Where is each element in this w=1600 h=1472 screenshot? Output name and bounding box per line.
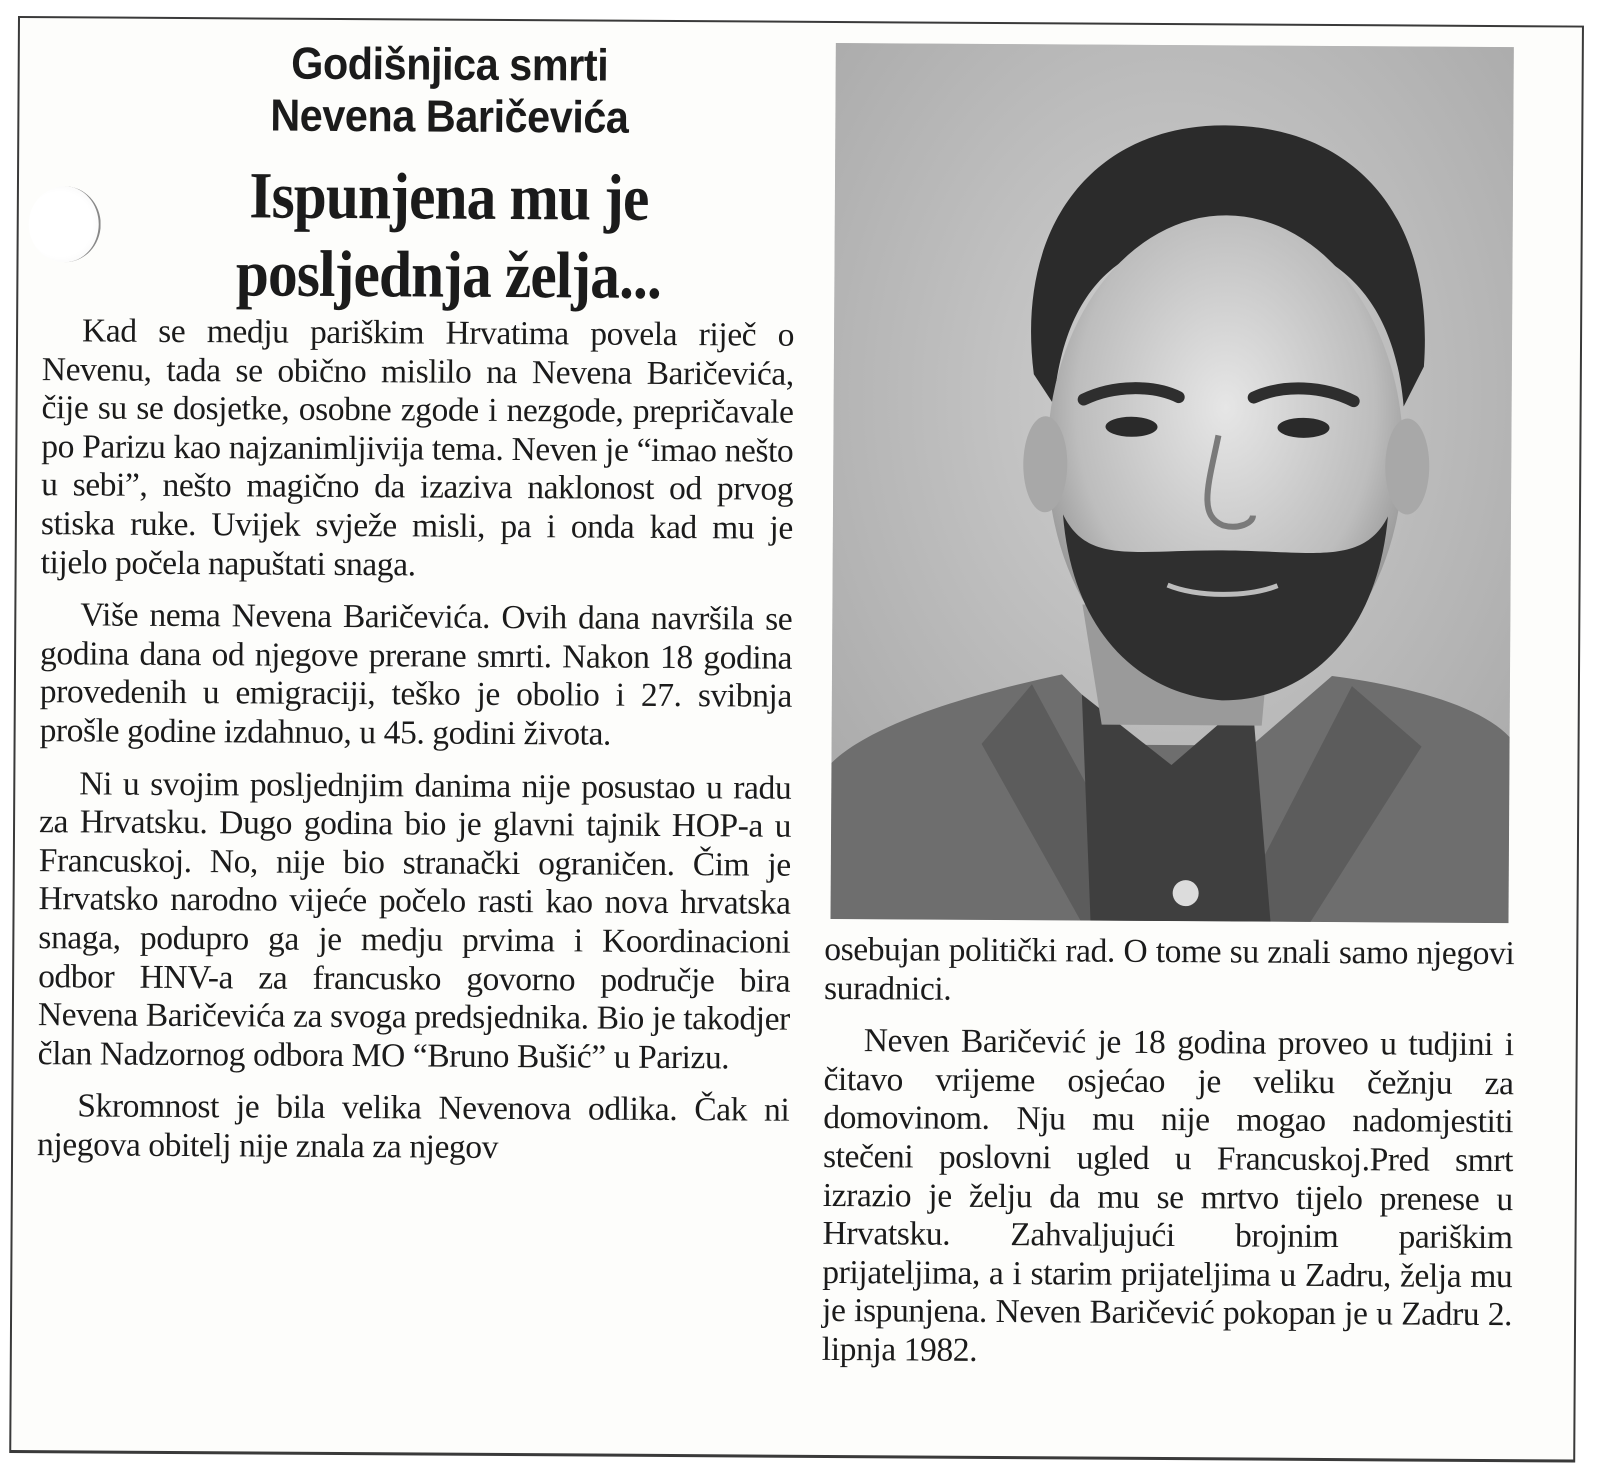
portrait-photo (830, 43, 1513, 923)
headline-line-2: posljednja želja... (235, 237, 662, 313)
newspaper-clipping (9, 16, 1584, 1463)
article-column-right (822, 931, 1515, 1388)
punch-hole (28, 186, 100, 262)
headline-line-1: Ispunjena mu je (249, 159, 649, 235)
kicker-heading (201, 37, 698, 144)
paragraph-6: Neven Baričević je 18 godina proveo u tudjini i čitavo vrijeme osjećao je veliku čežnju za domovinom. Nju mu nije mogao nadomjestiti stečeni poslovni ugled u Francuskoj.Pred smrt izrazio je želju da mu se mrtvo tijelo prenese u Hrvatsku. Zahvaljujući brojnim pariškim prijateljima, a i starim prijateljima u Zadru, želja mu je ispunjena. Neven Baričević pokopan je u Zadru 2. lipnja 1982. (821, 1022, 1514, 1369)
article-column-left (37, 312, 794, 1183)
paragraph-3: Ni u svojim posljednjim danima nije posustao u radu za Hrvatsku. Dugo godina bio je glavni tajnik HOP-a u Francuskoj. No, nije bio stranački ograničen. Čim je Hrvatsko narodno vijeće počelo rasti kao nova hrvatska snaga, podupro ga je medju prvima i Koordinacioni odbor HNV-a za francusko govorno područje bira Nevena Baričevića za svoga predsjednika. Bio je takodjer član Nadzornog odbora MO “Bruno Bušić” u Parizu. (37, 764, 792, 1077)
paragraph-5: osebujan politički rad. O tome su znali samo njegovi suradnici. (823, 930, 1515, 1008)
paragraph-2: Više nema Nevena Baričevića. Ovih dana navršila se godina dana od njegove prerane smrti. Nakon 18 godina provedenih u emigraciji, teško je obolio i 27. svibnja prošle godine izdahnuo, u 45. godini života. (39, 596, 793, 753)
paragraph-4: Skromnost je bila velika Nevenova odlika. Čak ni njegova obitelj nije znala za njegov (36, 1087, 790, 1166)
kicker-line-1: Godišnjica smrti (291, 37, 609, 91)
portrait-photo-graphic (830, 43, 1513, 923)
article-headline (160, 157, 737, 317)
paragraph-1: Kad se medju pariškim Hrvatima povela riječ o Nevenu, tada se obično mislilo na Nevena Baričevića, čije su se dosjetke, osobne zgode i nezgode, prepričavale po Parizu kao najzanimljivija tema. Neven je “imao nešto u sebi”, nešto magično da izaziva naklonost od prvog stiska ruke. Uvijek svježe misli, pa i onda kad mu je tijelo počela napuštati snaga. (40, 312, 795, 584)
kicker-line-2: Nevena Baričevića (270, 89, 629, 143)
